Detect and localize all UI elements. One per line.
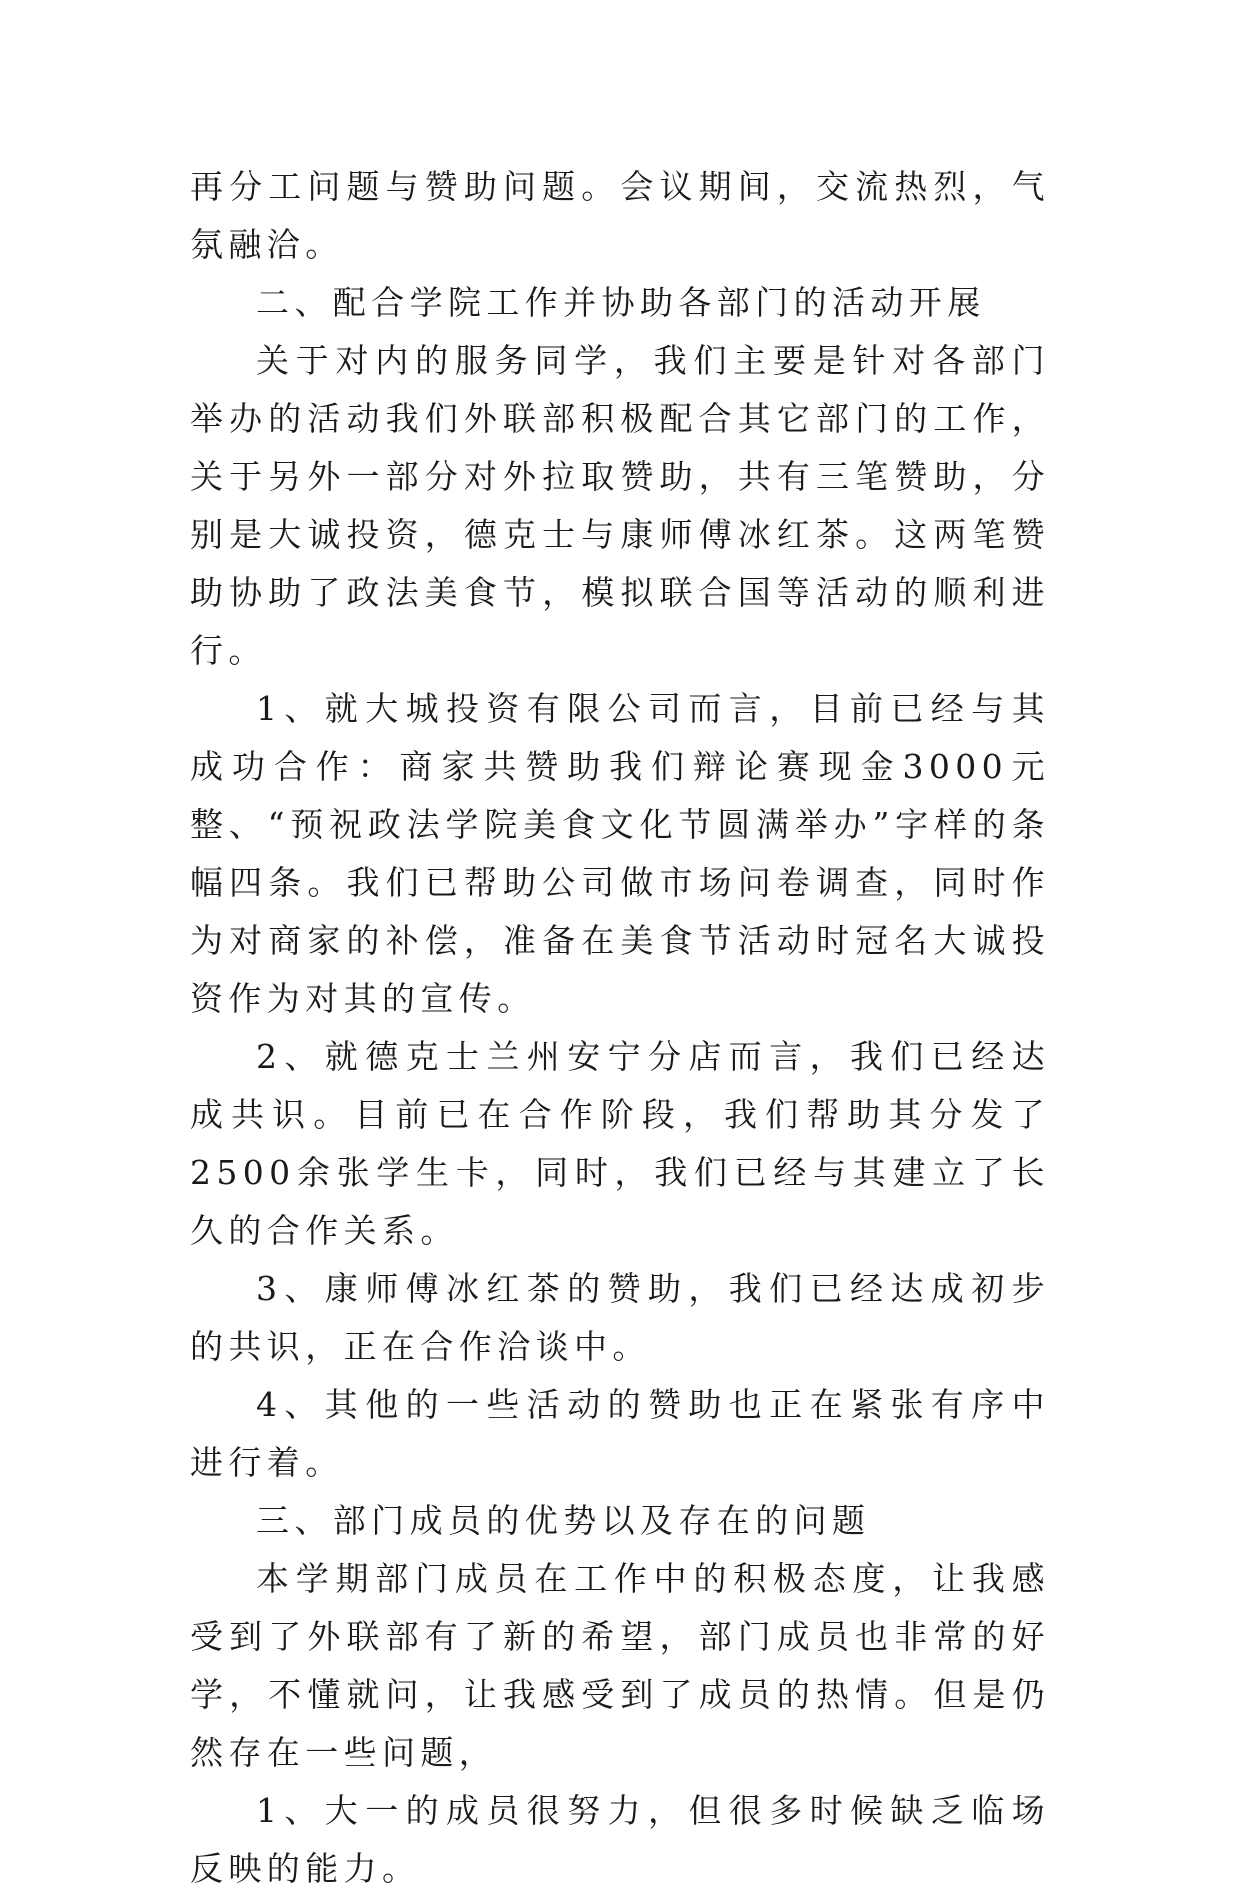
section-heading-3: 三、部门成员的优势以及存在的问题 (256, 1501, 871, 1540)
paragraph-continuation: 再分工问题与赞助问题。会议期间，交流热烈，气氛融洽。 (190, 167, 1050, 264)
paragraph-members: 本学期部门成员在工作中的积极态度，让我感受到了外联部有了新的希望，部门成员也非常的好学，不懂就问，让我感受到了成员的热情。但是仍然存在一些问题， (190, 1559, 1050, 1772)
list-item-problem-1: 1、大一的成员很努力，但很多时候缺乏临场反映的能力。 (190, 1791, 1050, 1888)
list-item-2-dicos: 2、就德克士兰州安宁分店而言，我们已经达成共识。目前已在合作阶段，我们帮助其分发了2500余张学生卡，同时，我们已经与其建立了长久的合作关系。 (190, 1037, 1050, 1250)
document-body (190, 158, 1050, 1898)
list-item-1-dacheng: 1、就大城投资有限公司而言，目前已经与其成功合作：商家共赞助我们辩论赛现金3000元整、“预祝政法学院美食文化节圆满举办”字样的条幅四条。我们已帮助公司做市场问卷调查，同时作为对商家的补偿，准备在美食节活动时冠名大诚投资作为对其的宣传。 (190, 689, 1050, 1018)
list-item-4-others: 4、其他的一些活动的赞助也正在紧张有序中进行着。 (190, 1385, 1050, 1482)
list-item-3-kangshifu: 3、康师傅冰红茶的赞助，我们已经达成初步的共识，正在合作洽谈中。 (190, 1269, 1050, 1366)
section-heading-2: 二、配合学院工作并协助各部门的活动开展 (256, 283, 986, 322)
paragraph-services: 关于对内的服务同学，我们主要是针对各部门举办的活动我们外联部积极配合其它部门的工作，关于另外一部分对外拉取赞助，共有三笔赞助，分别是大诚投资，德克士与康师傅冰红茶。这两笔赞助协助了政法美食节，模拟联合国等活动的顺利进行。 (190, 341, 1050, 670)
